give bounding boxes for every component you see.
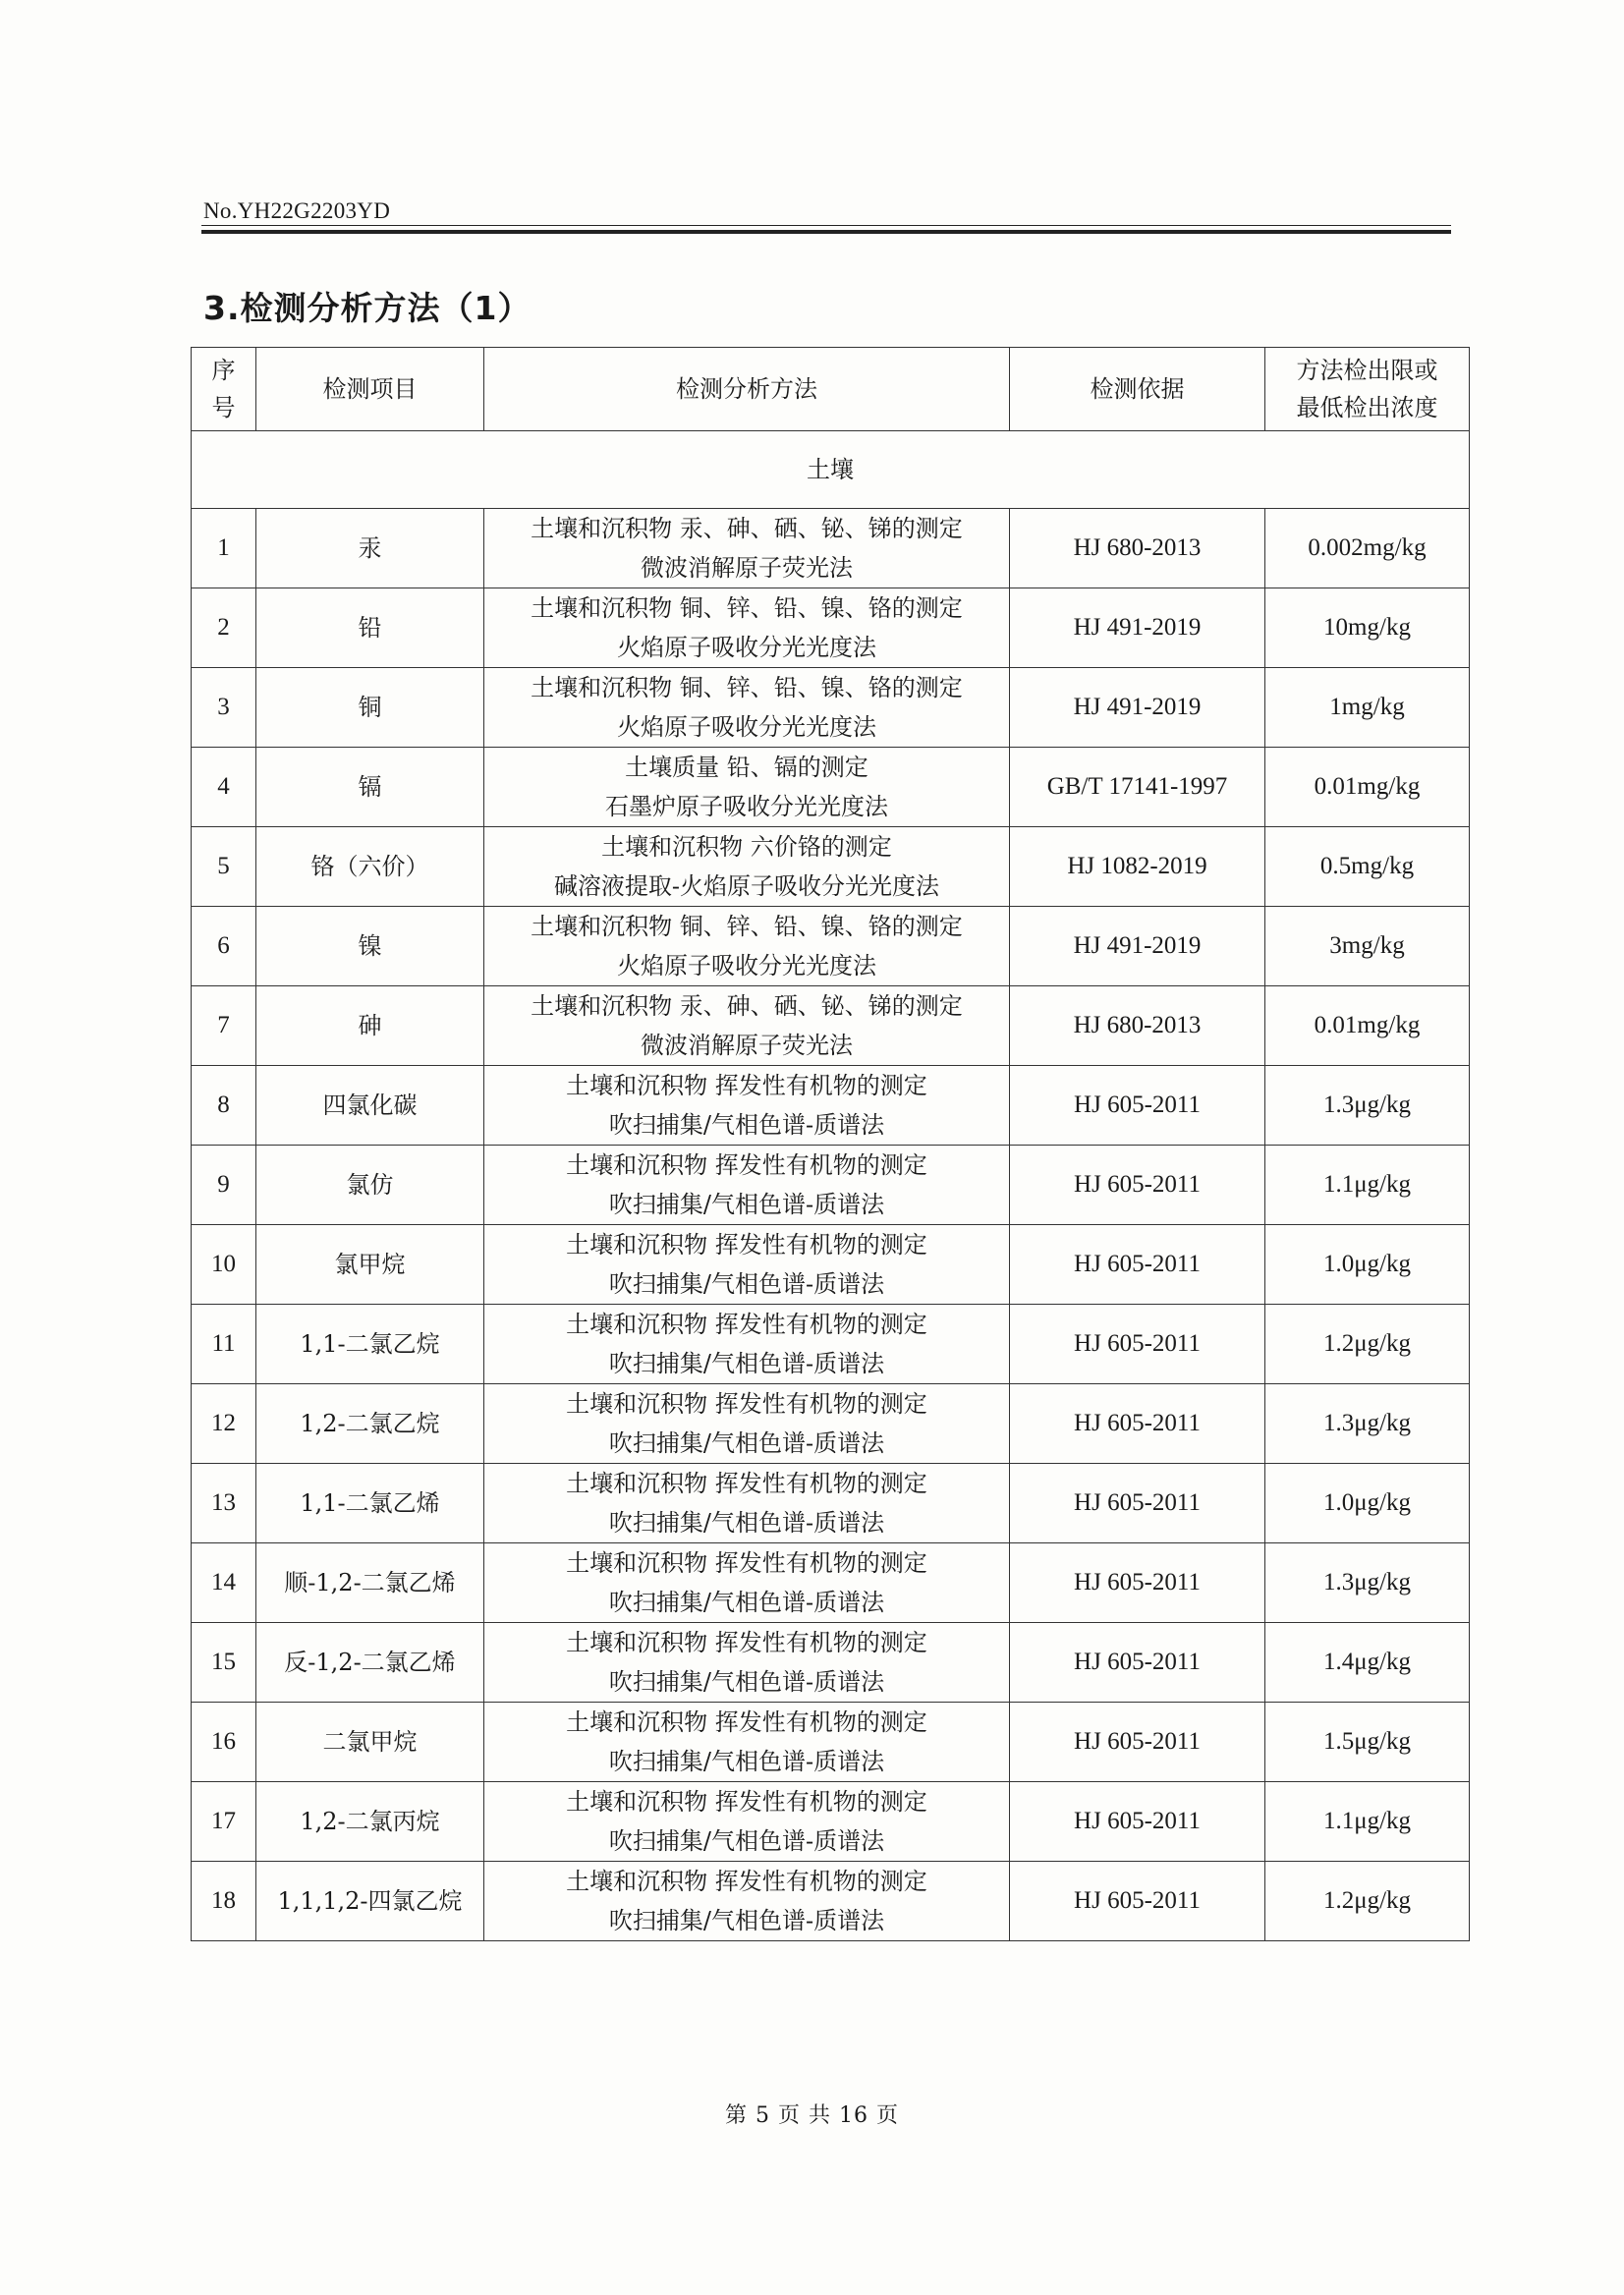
row-number: 16 [192,1703,256,1782]
header-limit-line1: 方法检出限或 [1296,357,1438,384]
row-number: 4 [192,748,256,827]
section-label: 土壤 [192,431,1470,509]
header-limit-line2: 最低检出浓度 [1296,394,1438,421]
row-method [484,1225,1010,1305]
row-method [484,1543,1010,1623]
row-method-line: 微波消解原子荧光法 [641,554,853,582]
header-limit [1265,348,1470,431]
row-method-line: 吹扫捕集/气相色谱-质谱法 [608,1748,885,1775]
row-number: 7 [192,986,256,1066]
row-method-line: 土壤和沉积物 汞、砷、硒、铋、锑的测定 [531,992,963,1020]
row-method [484,588,1010,668]
row-method-line: 土壤和沉积物 挥发性有机物的测定 [566,1390,927,1418]
row-method [484,1384,1010,1464]
row-method-line: 土壤和沉积物 挥发性有机物的测定 [566,1868,927,1895]
row-method-line: 土壤和沉积物 六价铬的测定 [601,833,892,861]
row-limit: 1.2μg/kg [1265,1862,1470,1941]
row-basis: HJ 680-2013 [1010,986,1265,1066]
table-row [192,1703,1470,1782]
table-row [192,588,1470,668]
row-limit: 1.0μg/kg [1265,1225,1470,1305]
row-method-line: 土壤和沉积物 挥发性有机物的测定 [566,1231,927,1259]
row-method-line: 土壤和沉积物 挥发性有机物的测定 [566,1788,927,1816]
table-row [192,1066,1470,1146]
row-limit: 0.5mg/kg [1265,827,1470,907]
row-basis: HJ 491-2019 [1010,668,1265,748]
row-limit: 10mg/kg [1265,588,1470,668]
row-method-line: 土壤和沉积物 铜、锌、铅、镍、铬的测定 [531,594,963,622]
row-method-line: 吹扫捕集/气相色谱-质谱法 [608,1191,885,1218]
row-method-line: 火焰原子吸收分光光度法 [617,634,876,661]
page-footer: 第 5 页 共 16 页 [725,2103,899,2128]
row-limit: 1.5μg/kg [1265,1703,1470,1782]
row-item: 镉 [256,748,484,827]
row-number: 5 [192,827,256,907]
row-item: 1,1,1,2-四氯乙烷 [256,1862,484,1941]
table-row [192,748,1470,827]
row-method-line: 吹扫捕集/气相色谱-质谱法 [608,1668,885,1696]
row-method [484,1464,1010,1543]
row-number: 14 [192,1543,256,1623]
table-row [192,1862,1470,1941]
row-method-line: 土壤和沉积物 汞、砷、硒、铋、锑的测定 [531,515,963,542]
row-item: 汞 [256,509,484,588]
row-method-line: 吹扫捕集/气相色谱-质谱法 [608,1270,885,1298]
row-method-line: 土壤和沉积物 挥发性有机物的测定 [566,1311,927,1338]
row-method-line: 火焰原子吸收分光光度法 [617,713,876,741]
table-row [192,986,1470,1066]
row-number: 1 [192,509,256,588]
row-basis: HJ 605-2011 [1010,1623,1265,1703]
table-row [192,668,1470,748]
table-row [192,1623,1470,1703]
row-limit: 1mg/kg [1265,668,1470,748]
row-basis: HJ 1082-2019 [1010,827,1265,907]
row-basis: HJ 605-2011 [1010,1703,1265,1782]
header-item: 检测项目 [256,348,484,431]
row-number: 17 [192,1782,256,1862]
row-item: 镍 [256,907,484,986]
row-limit: 1.3μg/kg [1265,1384,1470,1464]
header-rule-thin [201,225,1451,226]
row-number: 3 [192,668,256,748]
row-limit: 3mg/kg [1265,907,1470,986]
row-method [484,1782,1010,1862]
row-method-line: 吹扫捕集/气相色谱-质谱法 [608,1907,885,1934]
row-method-line: 土壤和沉积物 挥发性有机物的测定 [566,1629,927,1656]
row-item: 1,1-二氯乙烯 [256,1464,484,1543]
row-method-line: 土壤和沉积物 铜、锌、铅、镍、铬的测定 [531,913,963,940]
row-basis: HJ 605-2011 [1010,1384,1265,1464]
row-basis: HJ 680-2013 [1010,509,1265,588]
row-method-line: 吹扫捕集/气相色谱-质谱法 [608,1429,885,1457]
row-item: 氯甲烷 [256,1225,484,1305]
table-row [192,509,1470,588]
header-rule-thick [201,230,1451,234]
row-number: 18 [192,1862,256,1941]
row-limit: 1.4μg/kg [1265,1623,1470,1703]
row-basis: HJ 491-2019 [1010,588,1265,668]
methods-table [191,347,1470,1941]
row-basis: HJ 605-2011 [1010,1066,1265,1146]
row-basis: HJ 605-2011 [1010,1305,1265,1384]
row-limit: 0.002mg/kg [1265,509,1470,588]
row-limit: 1.0μg/kg [1265,1464,1470,1543]
row-method-line: 碱溶液提取-火焰原子吸收分光光度法 [553,872,940,900]
row-item: 1,1-二氯乙烷 [256,1305,484,1384]
row-limit: 0.01mg/kg [1265,748,1470,827]
row-method [484,907,1010,986]
row-item: 氯仿 [256,1146,484,1225]
row-item: 铬（六价） [256,827,484,907]
row-limit: 1.1μg/kg [1265,1782,1470,1862]
row-limit: 1.3μg/kg [1265,1066,1470,1146]
row-method-line: 吹扫捕集/气相色谱-质谱法 [608,1589,885,1616]
row-number: 9 [192,1146,256,1225]
row-basis: HJ 605-2011 [1010,1543,1265,1623]
header-basis: 检测依据 [1010,348,1265,431]
header-method: 检测分析方法 [484,348,1010,431]
row-method [484,1305,1010,1384]
row-number: 15 [192,1623,256,1703]
table-row [192,1146,1470,1225]
row-method-line: 土壤质量 铅、镉的测定 [625,754,868,781]
row-basis: HJ 605-2011 [1010,1782,1265,1862]
row-limit: 1.2μg/kg [1265,1305,1470,1384]
table-row [192,1305,1470,1384]
table-row [192,1225,1470,1305]
row-number: 13 [192,1464,256,1543]
table-row [192,907,1470,986]
row-method-line: 土壤和沉积物 挥发性有机物的测定 [566,1151,927,1179]
table-row [192,1782,1470,1862]
row-item: 顺-1,2-二氯乙烯 [256,1543,484,1623]
row-method-line: 吹扫捕集/气相色谱-质谱法 [608,1350,885,1377]
row-method-line: 吹扫捕集/气相色谱-质谱法 [608,1111,885,1139]
row-number: 11 [192,1305,256,1384]
row-method [484,1623,1010,1703]
table-row [192,1384,1470,1464]
row-basis: HJ 605-2011 [1010,1464,1265,1543]
row-method [484,986,1010,1066]
row-method-line: 石墨炉原子吸收分光光度法 [605,793,888,820]
row-method [484,748,1010,827]
row-method [484,1703,1010,1782]
report-number: No.YH22G2203YD [203,198,391,223]
section-title: 3.检测分析方法（1） [203,289,532,327]
row-item: 反-1,2-二氯乙烯 [256,1623,484,1703]
row-method [484,827,1010,907]
row-method-line: 土壤和沉积物 挥发性有机物的测定 [566,1708,927,1736]
row-method [484,1066,1010,1146]
row-basis: GB/T 17141-1997 [1010,748,1265,827]
row-number: 12 [192,1384,256,1464]
row-method-line: 土壤和沉积物 铜、锌、铅、镍、铬的测定 [531,674,963,701]
row-item: 铜 [256,668,484,748]
row-method-line: 土壤和沉积物 挥发性有机物的测定 [566,1072,927,1099]
row-item: 1,2-二氯乙烷 [256,1384,484,1464]
row-method [484,1862,1010,1941]
row-method [484,668,1010,748]
row-method-line: 火焰原子吸收分光光度法 [617,952,876,980]
row-limit: 1.1μg/kg [1265,1146,1470,1225]
section-row [192,431,1470,509]
row-item: 1,2-二氯丙烷 [256,1782,484,1862]
row-method-line: 土壤和沉积物 挥发性有机物的测定 [566,1549,927,1577]
table-row [192,827,1470,907]
row-number: 2 [192,588,256,668]
row-item: 二氯甲烷 [256,1703,484,1782]
row-item: 铅 [256,588,484,668]
header-no-line1: 序 [211,357,236,384]
row-number: 8 [192,1066,256,1146]
row-basis: HJ 605-2011 [1010,1862,1265,1941]
row-limit: 1.3μg/kg [1265,1543,1470,1623]
row-limit: 0.01mg/kg [1265,986,1470,1066]
row-method-line: 微波消解原子荧光法 [641,1032,853,1059]
row-number: 6 [192,907,256,986]
row-number: 10 [192,1225,256,1305]
row-method-line: 吹扫捕集/气相色谱-质谱法 [608,1827,885,1855]
row-basis: HJ 491-2019 [1010,907,1265,986]
row-method [484,509,1010,588]
table-row [192,1543,1470,1623]
table-row [192,1464,1470,1543]
row-method-line: 土壤和沉积物 挥发性有机物的测定 [566,1470,927,1497]
row-basis: HJ 605-2011 [1010,1146,1265,1225]
table-header-row [192,348,1470,431]
row-basis: HJ 605-2011 [1010,1225,1265,1305]
row-method [484,1146,1010,1225]
row-method-line: 吹扫捕集/气相色谱-质谱法 [608,1509,885,1537]
header-no [192,348,256,431]
row-item: 四氯化碳 [256,1066,484,1146]
row-item: 砷 [256,986,484,1066]
header-no-line2: 号 [211,394,236,421]
